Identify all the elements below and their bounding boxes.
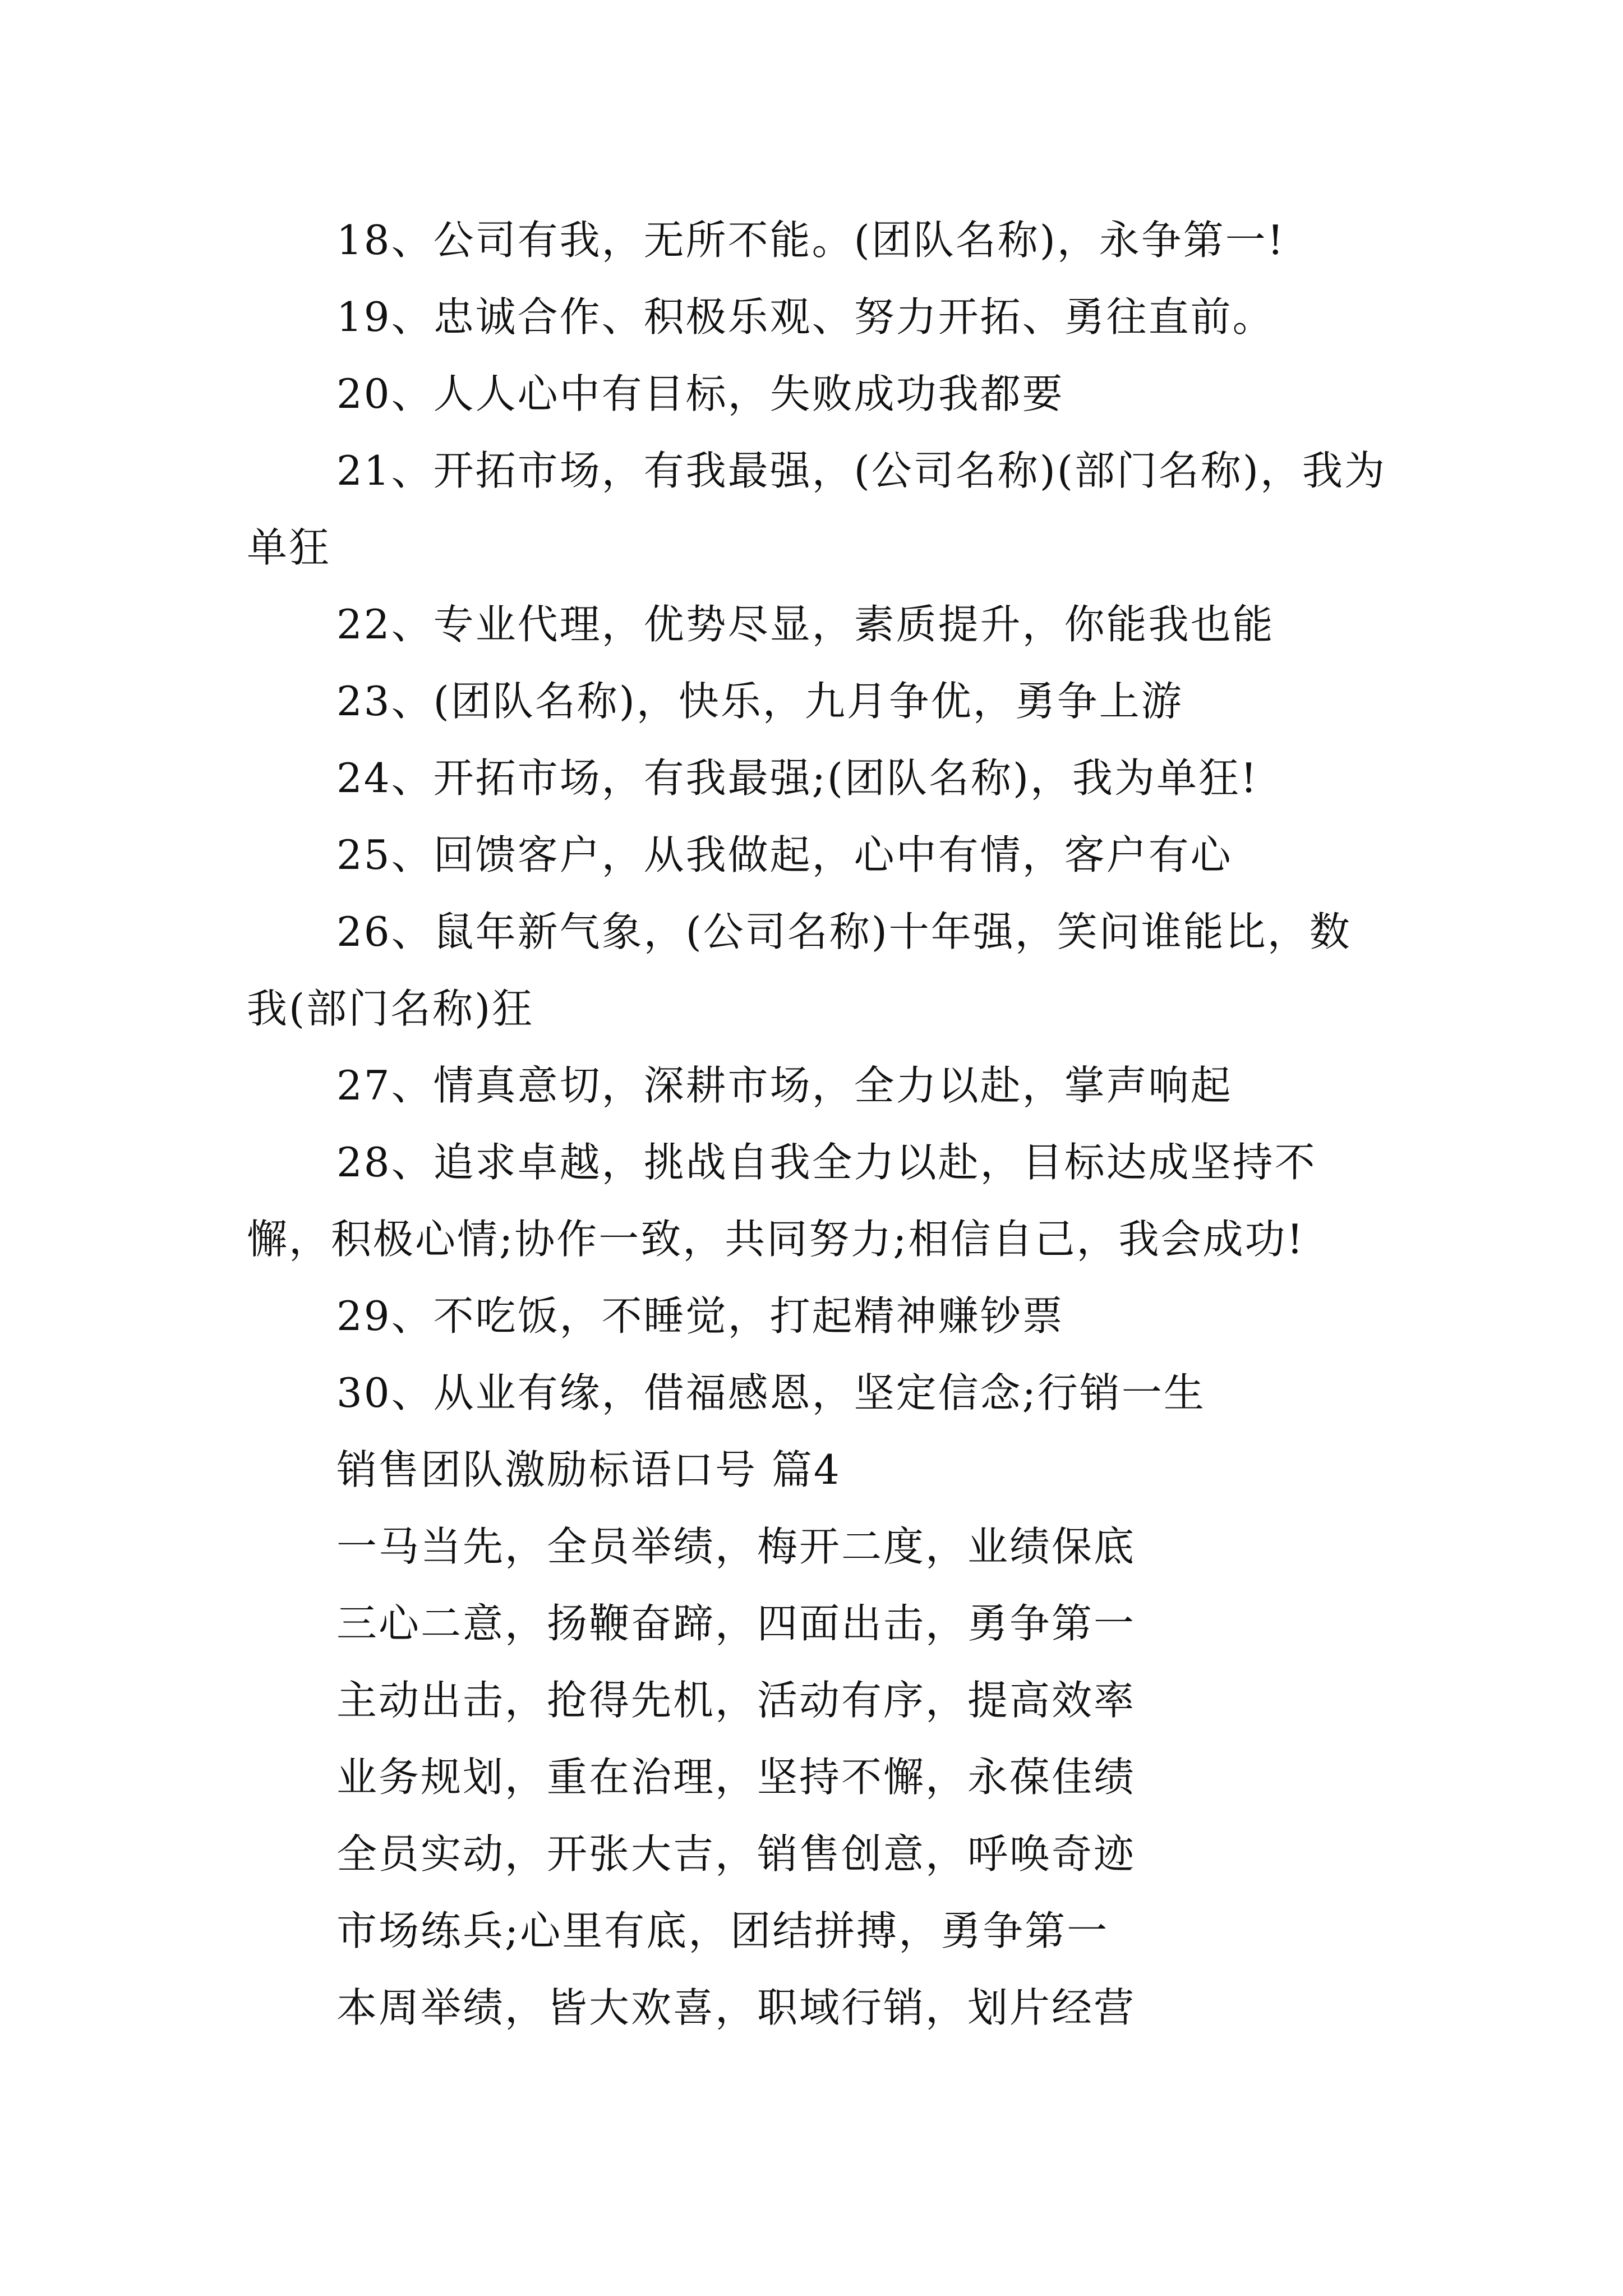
paragraph-slogan-23: 23、(团队名称)，快乐，九月争优，勇争上游 [336,678,1183,725]
paragraph-slogan-21: 21、开拓市场，有我最强，(公司名称)(部门名称)，我为单狂 [247,447,1386,571]
paragraph-slogan-27: 27、情真意切，深耕市场，全力以赴，掌声响起 [336,1062,1233,1109]
paragraph-slogan-30: 30、从业有缘，借福感恩，坚定信念;行销一生 [336,1369,1206,1416]
paragraph-slogan-20: 20、人人心中有目标，失败成功我都要 [336,370,1064,417]
paragraph-phrase-6: 市场练兵;心里有底，团结拼搏，勇争第一 [336,1907,1109,1954]
section-heading: 销售团队激励标语口号 篇4 [336,1446,841,1493]
paragraph-slogan-18: 18、公司有我，无所不能。(团队名称)，永争第一! [336,217,1285,264]
document-body [247,202,1391,2046]
paragraph-phrase-7: 本周举绩，皆大欢喜，职域行销，划片经营 [336,1984,1136,2031]
paragraph-slogan-28: 28、追求卓越，挑战自我全力以赴，目标达成坚持不懈，积极心情;协作一致，共同努力;相信自己，我会成功! [247,1139,1317,1263]
paragraph-slogan-25: 25、回馈客户，从我做起，心中有情，客户有心 [336,831,1233,878]
paragraph-slogan-24: 24、开拓市场，有我最强;(团队名称)，我为单狂! [336,754,1258,802]
paragraph-slogan-19: 19、忠诚合作、积极乐观、努力开拓、勇往直前。 [336,293,1275,341]
paragraph-phrase-4: 业务规划，重在治理，坚持不懈，永葆佳绩 [336,1754,1136,1801]
paragraph-slogan-29: 29、不吃饭，不睡觉，打起精神赚钞票 [336,1292,1064,1340]
paragraph-phrase-1: 一马当先，全员举绩，梅开二度，业绩保底 [336,1523,1136,1570]
paragraph-phrase-5: 全员实动，开张大吉，销售创意，呼唤奇迹 [336,1830,1136,1878]
paragraph-phrase-3: 主动出击，抢得先机，活动有序，提高效率 [336,1677,1136,1724]
paragraph-slogan-26: 26、鼠年新气象，(公司名称)十年强，笑问谁能比，数我(部门名称)狂 [247,908,1352,1032]
paragraph-phrase-2: 三心二意，扬鞭奋蹄，四面出击，勇争第一 [336,1600,1136,1647]
paragraph-slogan-22: 22、专业代理，优势尽显，素质提升，你能我也能 [336,601,1275,648]
